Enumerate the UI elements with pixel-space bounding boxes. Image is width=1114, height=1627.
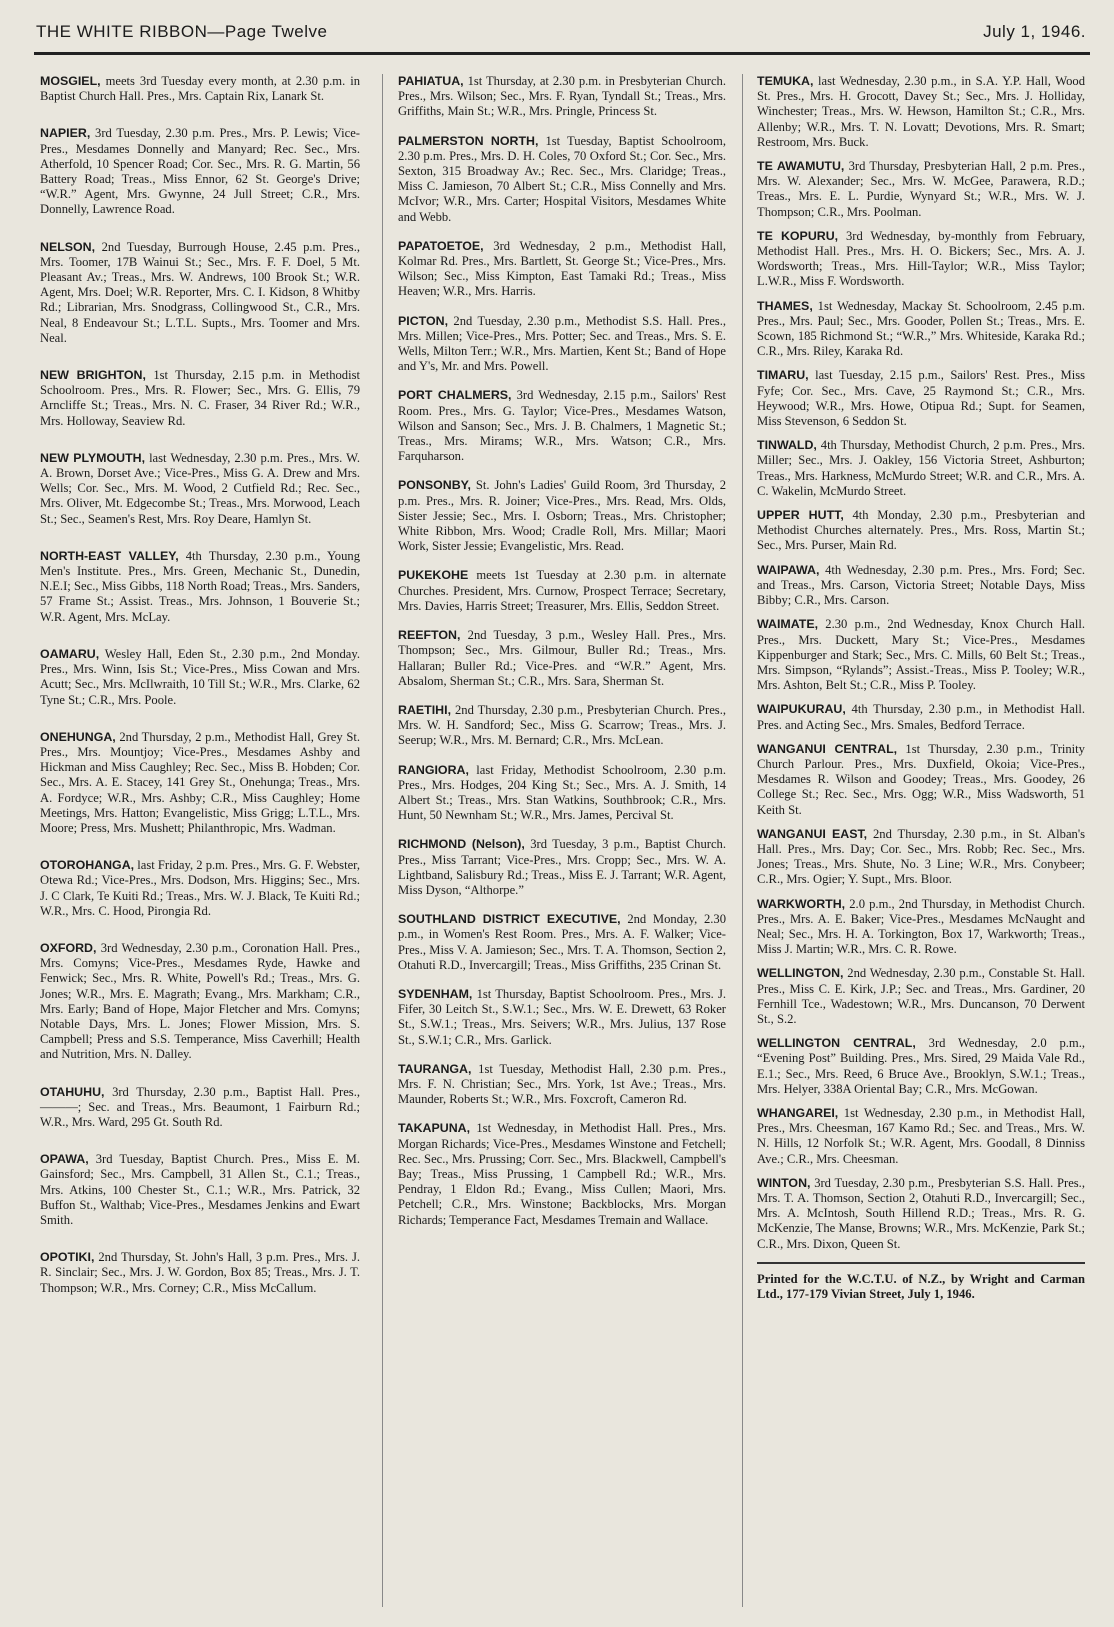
branch-entry	[757, 74, 1085, 150]
branch-entry	[40, 1152, 360, 1228]
branch-entry	[398, 134, 726, 225]
branch-entry	[757, 438, 1085, 499]
branch-entry	[40, 240, 360, 346]
branch-entry	[757, 159, 1085, 220]
branch-name: WINTON,	[757, 1175, 811, 1190]
branch-details: 2nd Thursday, St. John's Hall, 3 p.m. Pres., Mrs. J. R. Sinclair; Sec., Mrs. J. W. Gordon, Box 85; Treas., Mrs. J. T. Thompson; W.R., Mrs. Corney; C.R., Miss McCallum.	[40, 1250, 360, 1295]
branch-details: meets 1st Tuesday at 2.30 p.m. in alternate Churches. President, Mrs. Curnow, Prospect Terrace; Secretary, Mrs. Davies, Harris Street; Treasurer, Mrs. Ellis, Seddon Street.	[398, 568, 727, 613]
branch-name: WAIPUKURAU,	[757, 702, 846, 717]
branch-entry	[398, 763, 726, 824]
branch-entry	[757, 1106, 1085, 1167]
publication-title: THE WHITE RIBBON—Page Twelve	[36, 22, 328, 41]
branch-name: NEW PLYMOUTH,	[40, 450, 146, 465]
branch-name: SYDENHAM,	[398, 986, 473, 1001]
branch-details: 2nd Wednesday, 2.30 p.m., Constable St. Hall. Pres., Miss C. E. Kirk, J.P.; Sec. and Treas., Mrs. Gardiner, 20 Fernhill Tce., Wadestown; W.R., Mrs. Duncanson, 70 Derwent St., S.2.	[757, 966, 1085, 1026]
branch-details: 4th Monday, 2.30 p.m., Presbyterian and Methodist Churches alternately. Pres., Mrs. Ross, Martin St.; Sec., Mrs. Purser, Main Rd.	[757, 508, 1085, 553]
branch-entry	[40, 730, 360, 836]
branch-name: TE AWAMUTU,	[757, 159, 845, 174]
branch-entry	[398, 314, 726, 375]
branch-details: last Tuesday, 2.15 p.m., Sailors' Rest. Pres., Miss Fyfe; Cor. Sec., Mrs. Cave, 25 Raymond St.; C.R., Mrs. Heywood; W.R., Mrs. Howe, Otipua Rd.; Supt. for Seamen, Miss Stevenson, 6 Seddon St.	[757, 368, 1085, 429]
column-divider	[382, 74, 383, 1607]
branch-name: TE KOPURU,	[757, 228, 839, 243]
branch-details: Wesley Hall, Eden St., 2.30 p.m., 2nd Monday. Pres., Mrs. Winn, Isis St.; Vice-Pres., Miss Cowan and Mrs. Acutt; Sec., Mrs. McIlwraith, 10 Till St.; W.R., Mrs. Clarke, 62 Tyne St.; C.R., Mrs. Poole.	[40, 646, 361, 707]
branch-name: WARKWORTH,	[757, 896, 846, 911]
branch-details: 4th Thursday, Methodist Church, 2 p.m. Pres., Mrs. Miller; Sec., Mrs. J. Oakley, 156 Victoria Street, Ashburton; Treas., Mrs. Harkness, McMurdo Street; W.R. and C.R., Mrs. A. C. Wakelin, McMurdo Street.	[757, 438, 1085, 498]
branch-entry	[40, 451, 360, 527]
branch-entry	[757, 1036, 1085, 1097]
branch-details: 3rd Wednesday, by-monthly from February, Methodist Hall. Pres., Mrs. H. O. Bickers; Sec., Mrs. A. J. Wordsworth; Treas., Mrs. Hill-Taylor; W.R., Miss Taylor; L.W.R., Miss F. Wordsworth.	[757, 228, 1085, 289]
branch-entry	[40, 368, 360, 429]
branch-details: 3rd Thursday, 2.30 p.m., Baptist Hall. Pres., ———; Sec. and Treas., Mrs. Beaumont, 1 Fairburn Rd.; W.R., Mrs. Ward, 295 Gt. South Rd.	[40, 1084, 360, 1129]
branch-name: WANGANUI CENTRAL,	[757, 741, 898, 756]
branch-name: NEW BRIGHTON,	[40, 368, 146, 383]
branch-entry	[757, 742, 1085, 818]
branch-entry	[398, 628, 726, 689]
branch-name: RICHMOND (Nelson),	[398, 837, 525, 852]
branch-entry	[757, 229, 1085, 290]
branch-entry	[757, 368, 1085, 429]
branch-name: SOUTHLAND DISTRICT EXECUTIVE,	[398, 912, 621, 927]
issue-date: July 1, 1946.	[983, 22, 1086, 41]
branch-name: NELSON,	[40, 239, 96, 254]
branch-entry	[757, 1176, 1085, 1252]
branch-entry	[40, 1250, 360, 1296]
branch-name: ONEHUNGA,	[40, 729, 116, 744]
branch-details: 2nd Tuesday, 3 p.m., Wesley Hall. Pres., Mrs. Thompson; Sec., Mrs. Gilmour, Buller Rd.; Treas., Mrs. Hallaran; Buller Rd.; Vice-Pres. and “W.R.” Agent, Mrs. Absalom, Sherman St.; C.R., Mrs. Sara, Sherman St.	[398, 628, 726, 688]
branch-details: 3rd Tuesday, 2.30 p.m. Pres., Mrs. P. Lewis; Vice-Pres., Mesdames Donnelly and Manyard; Rec. Sec., Mrs. Atherfold, 10 Spencer Road; Cor. Sec., Mrs. R. G. Martin, 56 Battery Road; Treas., Miss Ennor, 62 St. George's Drive; “W.R.” Agent, Mrs. Gwynne, 24 Jull Street; C.R., Mrs. Donnelly, Lawrence Road.	[40, 126, 360, 217]
branch-entry	[398, 987, 726, 1048]
branch-name: PUKEKOHE	[398, 568, 469, 583]
branch-entry	[40, 941, 360, 1063]
branch-entry	[40, 1085, 360, 1131]
branch-details: 1st Tuesday, Baptist Schoolroom, 2.30 p.m. Pres., Mrs. D. H. Coles, 70 Oxford St.; Cor. Sec., Mrs. Sexton, 315 Broadway Av.; Rec. Sec., Mrs. Claridge; Treas., Miss C. Jamieson, 70 Albert St.; C.R., Miss Connelly and Mrs. McIvor; W.R., Mrs. Carter; Hospital Visitors, Mesdames White and Webb.	[398, 133, 726, 224]
branch-details: 3rd Tuesday, 2.30 p.m., Presbyterian S.S. Hall. Pres., Mrs. T. A. Thomson, Section 2, Otahuti R.D., Invercargill; Sec., Mrs. A. McIntosh, South Hillend R.D.; Treas., Mrs. R. G. McKenzie, The Manse, Browns; W.R., Mrs. McKenzie, Park St.; C.R., Mrs. Dixon, Queen St.	[757, 1175, 1085, 1251]
branch-details: 1st Wednesday, in Methodist Hall. Pres., Mrs. Morgan Richards; Vice-Pres., Mesdames Winstone and Fetchell; Rec. Sec., Mrs. Prussing; Corr. Sec., Mrs. Blackwell, Campbell's Bay; Treas., Miss Prussing, 1 Campbell Rd.; W.R., Mrs. Pendray, 1 Eldon Rd.; Evang., Miss Cullen; Maori, Mrs. Petchell; C.R., Mrs. Winstone; Backblocks, Mrs. Morgan Richards; Temperance Fact, Mesdames Tremain and Wallace.	[398, 1121, 726, 1227]
branch-details: 4th Thursday, 2.30 p.m., in Methodist Hall. Pres. and Acting Sec., Mrs. Smales, Bedford Terrace.	[757, 702, 1085, 732]
printer-imprint: Printed for the W.C.T.U. of N.Z., by Wright and Carman Ltd., 177-179 Vivian Street, July 1, 1946.	[757, 1262, 1085, 1302]
branch-details: last Wednesday, 2.30 p.m. Pres., Mrs. W. A. Brown, Dorset Ave.; Vice-Pres., Miss G. A. Drew and Mrs. Wells; Cor. Sec., Mrs. M. Wood, 2 Cutfield Rd.; Rec. Sec., Mrs. Oliver, Mt. Edgecombe St.; Treas., Mrs. Morwood, Leach St.; Sec., Seamen's Rest, Mrs. Roy Deare, Hamlyn St.	[40, 450, 360, 526]
branch-entry	[398, 388, 726, 464]
branch-entry	[398, 478, 726, 554]
branch-name: OXFORD,	[40, 940, 97, 955]
column-3	[757, 74, 1085, 1607]
branch-details: last Friday, Methodist Schoolroom, 2.30 p.m. Pres., Mrs. Hodges, 204 King St.; Sec., Mrs. A. J. Smith, 14 Albert St.; Treas., Mrs. Stan Watkins, Southbrook; C.R., Mrs. Hunt, 50 Newnham St.; W.R., Mrs. James, Percival St.	[398, 762, 726, 823]
branch-details: 3rd Tuesday, Baptist Church. Pres., Miss E. M. Gainsford; Sec., Mrs. Campbell, 31 Allen St., C.1.; Treas., Mrs. Atkins, 100 Chester St., C.1.; W.R., Mrs. Patrick, 32 Buffon St., Walthab; Vice-Pres., Mesdames Jenkins and Ewart Smith.	[40, 1152, 361, 1227]
branch-name: MOSGIEL,	[40, 74, 101, 88]
branch-name: NORTH-EAST VALLEY,	[40, 548, 179, 563]
branch-details: meets 3rd Tuesday every month, at 2.30 p.m. in Baptist Church Hall. Pres., Mrs. Captain Rix, Lanark St.	[40, 74, 360, 104]
branch-details: last Friday, 2 p.m. Pres., Mrs. G. F. Webster, Otewa Rd.; Vice-Pres., Mrs. Dodson, Mrs. Higgins; Sec., Mrs. J. C Clark, Te Kuiti Rd.; Treas., Mrs. W. J. Black, Te Kuiti Rd.; W.R., Mrs. C. Hood, Pirongia Rd.	[40, 858, 361, 918]
branch-entry	[757, 563, 1085, 609]
branch-entry	[40, 126, 360, 217]
branch-name: WHANGAREI,	[757, 1105, 839, 1120]
branch-entry	[398, 837, 726, 898]
branch-entry	[398, 1062, 726, 1108]
branch-details: 2.0 p.m., 2nd Thursday, in Methodist Church. Pres., Mrs. A. E. Baker; Vice-Pres., Mesdames McNaught and Neal; Sec., Mrs. H. A. Torkington, Box 17, Warkworth; Treas., Miss J. Martin; W.R., Mrs. C. R. Rowe.	[757, 896, 1085, 957]
branch-details: 3rd Wednesday, 2 p.m., Methodist Hall, Kolmar Rd. Pres., Mrs. Bartlett, St. George St.; Vice-Pres., Mrs. Wilson; Sec., Miss Kimpton, East Tamaki Rd.; Treas., Miss Heaven; W.R., Mrs. Harris.	[398, 238, 726, 299]
branch-name: PALMERSTON NORTH,	[398, 133, 539, 148]
branch-entry	[40, 549, 360, 625]
branch-entry	[757, 508, 1085, 554]
branch-entry	[757, 702, 1085, 732]
branch-name: PONSONBY,	[398, 478, 471, 493]
branch-entry	[757, 966, 1085, 1027]
branch-entry	[757, 299, 1085, 360]
branch-details: 2nd Thursday, 2 p.m., Methodist Hall, Grey St. Pres., Mrs. Mountjoy; Vice-Pres., Mesdames Ashby and Hickman and Miss Caughley; Rec. Sec., Miss B. Hobden; Cor. Sec., Mrs. A. E. Stacey, 141 Grey St., Onehunga; Treas., Mrs. A. Fordyce; W.R., Mrs. Ashby; C.R., Miss Caughley; Home Meetings, Mrs. Hatton; Evangelistic, Miss Grigg; L.T.L., Mrs. Moore; Press, Mrs. Mushett; Philanthropic, Mrs. Wadman.	[40, 729, 360, 835]
branch-name: PICTON,	[398, 313, 449, 328]
branch-details: 1st Thursday, Baptist Schoolroom. Pres., Mrs. J. Fifer, 30 Leitch St., S.W.1.; Sec., Mrs. W. E. Drewett, 63 Roker St., S.W.1.; Treas., Mrs. Seivers; W.R., Mrs. Julius, 137 Rose St., S.W.1; C.R., Mrs. Garlick.	[398, 986, 726, 1047]
branch-details: 3rd Wednesday, 2.0 p.m., “Evening Post” Building. Pres., Mrs. Sired, 29 Maida Vale Rd., E.1.; Sec., Mrs. Reed, 6 Bruce Ave., Brooklyn, S.W.1.; Treas., Mrs. Helyer, 338A Oriental Bay; C.R., Mrs. McGowan.	[757, 1036, 1085, 1096]
branch-details: 2nd Thursday, 2.30 p.m., Presbyterian Church. Pres., Mrs. W. H. Sandford; Sec., Miss G. Scarrow; Treas., Mrs. J. Seerup; W.R., Mrs. M. Bernard; C.R., Mrs. McLean.	[398, 702, 727, 748]
branch-details: St. John's Ladies' Guild Room, 3rd Thursday, 2 p.m. Pres., Mrs. R. Joiner; Vice-Pres., Mrs. Read, Mrs. Olds, Sister Jessie; Sec., Mrs. I. Osborn; Treas., Mrs. Christopher; White Ribbon, Mrs. Wood; Cradle Roll, Mrs. Millar; Maori Work, Sister Jessie; Evangelistic, Mrs. Read.	[398, 478, 726, 554]
branch-entry	[757, 897, 1085, 958]
branch-details: 1st Wednesday, Mackay St. Schoolroom, 2.45 p.m. Pres., Mrs. Paul; Sec., Mrs. Gooder, Pollen St.; Treas., Mrs. E. Scown, 185 Richmond St.; “W.R.,” Mrs. Whiteside, Karaka Rd.; C.R., Mrs. Riley, Karaka Rd.	[757, 298, 1085, 359]
branch-details: 1st Thursday, 2.30 p.m., Trinity Church Parlour. Pres., Mrs. Duxfield, Okoia; Vice-Pres., Mesdames R. Wilson and Goodey; Treas., Mrs. Goodey, 26 College St.; Rec. Sec., Mrs. Ogg; W.R., Miss Wadsworth, 51 Keith St.	[757, 741, 1085, 817]
branch-name: RANGIORA,	[398, 762, 469, 777]
page-header	[36, 14, 1086, 50]
branch-name: TINWALD,	[757, 438, 817, 453]
branch-name: PORT CHALMERS,	[398, 388, 512, 403]
branch-name: WANGANUI EAST,	[757, 826, 868, 841]
branch-details: 2nd Monday, 2.30 p.m., in Women's Rest Room. Pres., Mrs. A. F. Walker; Vice-Pres., Miss V. A. Jamieson; Sec., Mrs. T. A. Thomson, Section 2, Otahuti R.D., Invercargill; Treas., Miss Griffiths, 235 Crinan St.	[398, 912, 726, 972]
branch-name: OTOROHANGA,	[40, 858, 135, 873]
branch-details: 2nd Thursday, 2.30 p.m., in St. Alban's Hall. Pres., Mrs. Day; Cor. Sec., Mrs. Robb; Rec. Sec., Mrs. Jones; Treas., Mrs. Shute, No. 3 Line; W.R., Mrs. Conybeer; C.R., Mrs. Ogier; Y. Supt., Mrs. Bloor.	[757, 826, 1085, 887]
branch-details: 1st Thursday, at 2.30 p.m. in Presbyterian Church. Pres., Mrs. Wilson; Sec., Mrs. F. Ryan, Tyndall St.; Treas., Mrs. Griffiths, Main St.; W.R., Mrs. Pringle, Princess St.	[398, 74, 727, 119]
branch-details: 4th Thursday, 2.30 p.m., Young Men's Institute. Pres., Mrs. Green, Mechanic St., Dunedin, N.E.I; Sec., Miss Gibbs, 118 North Road; Treas., Mrs. Sanders, 57 Frame St.; Assist. Treas., Mrs. Johnson, 1 Bouverie St.; W.R. Agent, Mrs. McLay.	[40, 548, 360, 624]
column-1	[40, 74, 360, 1607]
branch-details: 2.30 p.m., 2nd Wednesday, Knox Church Hall. Pres., Mrs. Duckett, Mary St.; Vice-Pres., Mesdames Kippenburger and Stark; Sec., Mrs. C. Mills, 60 Belt St.; Treas., Mrs. Simpson, “Rylands”; Assist.-Treas., Miss P. Tooley; W.R., Mrs. Ashton, Belt St.; C.R., Miss P. Tooley.	[757, 617, 1085, 693]
branch-details: 4th Wednesday, 2.30 p.m. Pres., Mrs. Ford; Sec. and Treas., Mrs. Carson, Victoria Street; Notable Days, Miss Bibby; C.R., Mrs. Carson.	[757, 562, 1085, 608]
branch-name: TIMARU,	[757, 368, 809, 383]
branch-name: OAMARU,	[40, 646, 100, 661]
branch-name: PAPATOETOE,	[398, 238, 484, 253]
branch-entry	[40, 858, 360, 919]
branch-details: 1st Wednesday, 2.30 p.m., in Methodist Hall, Pres., Mrs. Cheesman, 167 Kamo Rd.; Sec. and Treas., Mrs. W. N. Hills, 12 Norfolk St.; W.R. Agent, Mrs. Goodall, 8 Dinniss Ave.; C.R., Mrs. Cheesman.	[757, 1105, 1085, 1166]
branch-name: WAIPAWA,	[757, 562, 820, 577]
branch-name: WELLINGTON,	[757, 966, 844, 981]
branch-details: 2nd Tuesday, Burrough House, 2.45 p.m. Pres., Mrs. Toomer, 17B Wainui St.; Sec., Mrs. F. F. Doel, 5 Mt. Pleasant Av.; Treas., Mrs. W. Andrews, 100 Brook St.; W.R. Agent, Mrs. Doel; W.R. Reporter, Mrs. C. I. Kidson, 8 Whitby Rd.; Librarian, Mrs. Snodgrass, Collingwood St., C.R., Mrs. Neal, 8 Endeavour St.; L.T.L. Supts., Mrs. Toomer and Mrs. Neal.	[40, 239, 360, 345]
header-rule	[34, 52, 1090, 55]
branch-name: REEFTON,	[398, 628, 461, 643]
column-divider	[742, 74, 743, 1607]
branch-name: OTAHUHU,	[40, 1084, 105, 1099]
branch-name: TEMUKA,	[757, 74, 814, 88]
branch-details: 3rd Wednesday, 2.15 p.m., Sailors' Rest Room. Pres., Mrs. G. Taylor; Vice-Pres., Mesdames Watson, Wilson and Sanson; Sec., Mrs. J. B. Chalmers, 1 Magnetic St.; Treas., Mrs. Mirams; W.R., Mrs. Watson; C.R., Mrs. Farquharson.	[398, 388, 726, 464]
branch-entry	[40, 74, 360, 104]
branch-details: 3rd Thursday, Presbyterian Hall, 2 p.m. Pres., Mrs. W. Alexander; Sec., Mrs. W. McGee, Parawera, R.D.; Treas., Mrs. E. L. Purdie, Wynyard St.; W.R., Mrs. W. J. Thompson; C.R., Mrs. Poolman.	[757, 159, 1085, 219]
branch-name: TAURANGA,	[398, 1061, 472, 1076]
branch-entry	[757, 617, 1085, 693]
branch-name: WELLINGTON CENTRAL,	[757, 1036, 916, 1051]
branch-entry	[398, 239, 726, 300]
branch-name: RAETIHI,	[398, 702, 452, 717]
branch-name: NAPIER,	[40, 126, 91, 141]
branch-details: 3rd Tuesday, 3 p.m., Baptist Church. Pres., Miss Tarrant; Vice-Pres., Mrs. Cropp; Sec., Mrs. W. A. Lightband, Salisbury Rd.; Treas., Miss E. J. Tarrant; W.R. Agent, Miss Dyson, “Althorpe.”	[398, 837, 726, 897]
branch-entry	[398, 74, 726, 120]
branch-details: 1st Thursday, 2.15 p.m. in Methodist Schoolroom. Pres., Mrs. R. Flower; Sec., Mrs. G. Ellis, 79 Arncliffe St.; Treas., Mrs. N. C. Fraser, 34 River Rd.; W.R., Mrs. Holloway, Seaview Rd.	[40, 368, 360, 428]
branch-entry	[757, 827, 1085, 888]
branch-entry	[398, 568, 726, 614]
branch-name: PAHIATUA,	[398, 74, 464, 88]
branch-name: OPAWA,	[40, 1152, 89, 1167]
branch-name: UPPER HUTT,	[757, 508, 844, 523]
column-2	[398, 74, 726, 1607]
branch-details: last Wednesday, 2.30 p.m., in S.A. Y.P. Hall, Wood St. Pres., Mrs. H. Grocott, Davey St.; Sec., Mrs. J. Holliday, Winchester; Treas., Mrs. W. Hewson, Hamilton St.; C.R., Mrs. Allenby; W.R., Mrs. T. N. Lovatt; Devotions, Mrs. R. Smart; Restroom, Mrs. Buck.	[757, 74, 1085, 149]
branch-entry	[398, 1121, 726, 1227]
branch-entry	[398, 703, 726, 749]
branch-details: 3rd Wednesday, 2.30 p.m., Coronation Hall. Pres., Mrs. Comyns; Vice-Pres., Mesdames Ryde, Hawke and Fenwick; Sec., Mrs. R. White, Powell's Rd.; Treas., Mrs. G. Jones; W.R., Mrs. E. Magrath; Evang., Mrs. Markham; C.R., Mrs. Early; Band of Hope, Major Fletcher and Mrs. Comyns; Notable Days, Mrs. L. Jones; Flower Mission, Mrs. S. Campbell; Press and S.S. Temperance, Miss Caverhill; Health and Nutrition, Mrs. N. Dalley.	[40, 940, 360, 1062]
branch-details: 1st Tuesday, Methodist Hall, 2.30 p.m. Pres., Mrs. F. N. Christian; Sec., Mrs. York, 1st Ave.; Treas., Mrs. Maunder, Roberts St.; W.R., Mrs. Foxcroft, Cameron Rd.	[398, 1061, 726, 1107]
branch-name: WAIMATE,	[757, 617, 819, 632]
branch-entry	[40, 647, 360, 708]
branch-name: TAKAPUNA,	[398, 1121, 471, 1136]
branch-entry	[398, 912, 726, 973]
branch-name: THAMES,	[757, 298, 813, 313]
branch-name: OPOTIKI,	[40, 1250, 95, 1265]
branch-details: 2nd Tuesday, 2.30 p.m., Methodist S.S. Hall. Pres., Mrs. Millen; Vice-Pres., Mrs. Potter; Sec. and Treas., Mrs. S. E. Wells, Milton Terr.; W.R., Mrs. Martien, Kent St.; Band of Hope and Y's, Mr. and Mrs. Powell.	[398, 313, 726, 374]
